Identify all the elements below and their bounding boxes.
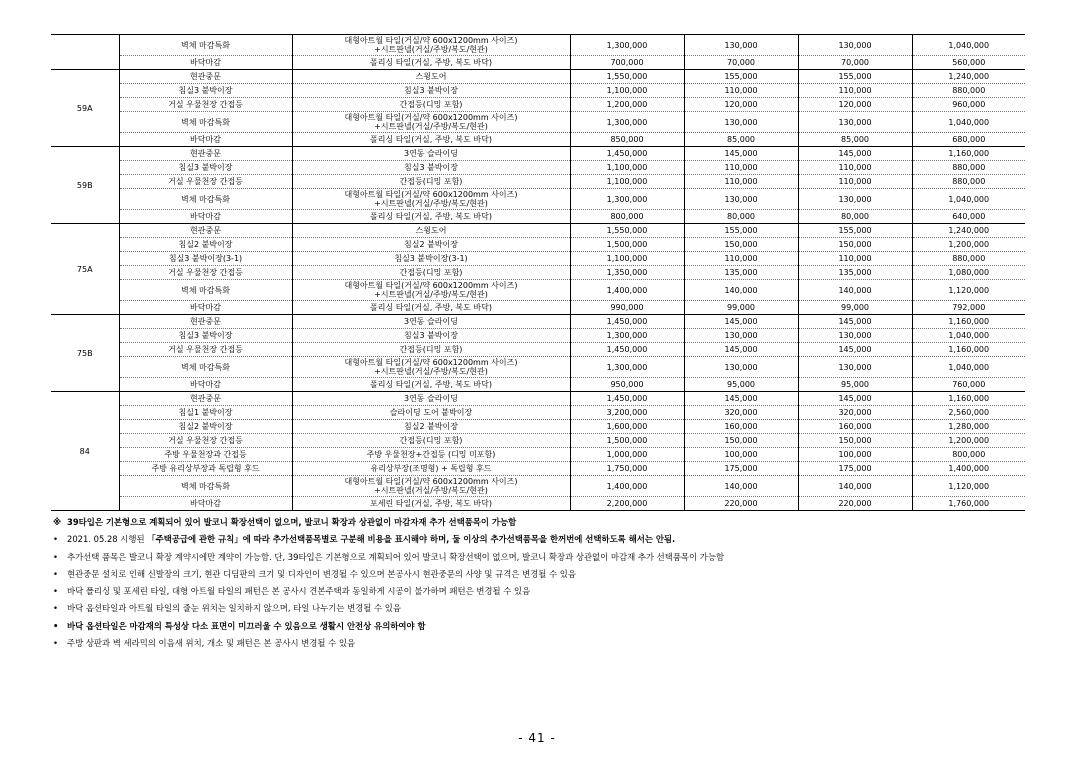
note-text: 주방 상판과 벽 세라믹의 이음새 위치, 개소 및 패턴은 본 공사시 변경될 수 있음 [67, 638, 356, 649]
spec-line: 대형아트월 타일(거실/약 600x1200mm 사이즈) [344, 358, 518, 367]
spec-cell [292, 357, 570, 378]
balance-price-cell: 880,000 [912, 84, 1025, 98]
balance-price-cell: 1,160,000 [912, 392, 1025, 406]
item-cell: 벽체 마감특화 [119, 189, 292, 210]
spec-cell [292, 70, 570, 84]
total-price-cell: 1,400,000 [570, 280, 684, 301]
total-price-cell: 1,450,000 [570, 343, 684, 357]
spec-cell [292, 266, 570, 280]
item-cell: 바닥마감 [119, 56, 292, 70]
table-row [51, 147, 1025, 161]
total-price-cell: 1,300,000 [570, 35, 684, 56]
note-grout [51, 600, 1025, 617]
middle-price-cell: 160,000 [798, 420, 912, 434]
table-row [51, 357, 1025, 378]
middle-price-cell: 130,000 [798, 329, 912, 343]
contract-price-cell: 95,000 [684, 378, 798, 392]
contract-price-cell: 110,000 [684, 252, 798, 266]
middle-price-cell: 95,000 [798, 378, 912, 392]
contract-price-cell: 110,000 [684, 161, 798, 175]
total-price-cell: 1,100,000 [570, 84, 684, 98]
table-row [51, 280, 1025, 301]
item-cell: 현관중문 [119, 392, 292, 406]
item-cell: 침실3 붙박이장 [119, 84, 292, 98]
middle-price-cell: 130,000 [798, 357, 912, 378]
note-contract [51, 549, 1025, 566]
balance-price-cell: 640,000 [912, 210, 1025, 224]
contract-price-cell: 145,000 [684, 315, 798, 329]
middle-price-cell: 145,000 [798, 147, 912, 161]
middle-price-cell: 85,000 [798, 133, 912, 147]
balance-price-cell: 1,040,000 [912, 357, 1025, 378]
note-39-type [51, 514, 1025, 531]
spec-line: 대형아트월 타일(거실/약 600x1200mm 사이즈) [344, 36, 518, 45]
spec-line: 슬라이딩 도어 붙박이장 [389, 408, 473, 417]
spec-cell [292, 406, 570, 420]
item-cell: 침실3 붙박이장(3-1) [119, 252, 292, 266]
middle-price-cell: 320,000 [798, 406, 912, 420]
total-price-cell: 3,200,000 [570, 406, 684, 420]
option-price-table-body [51, 35, 1025, 511]
contract-price-cell: 110,000 [684, 84, 798, 98]
spec-line: 3연동 슬라이딩 [403, 394, 458, 403]
item-cell: 거실 우물천장 간접등 [119, 98, 292, 112]
balance-price-cell: 880,000 [912, 252, 1025, 266]
table-row [51, 84, 1025, 98]
item-cell: 거실 우물천장 간접등 [119, 266, 292, 280]
total-price-cell: 990,000 [570, 301, 684, 315]
balance-price-cell: 1,240,000 [912, 224, 1025, 238]
middle-price-cell: 155,000 [798, 70, 912, 84]
spec-line: +시트판넬(거실/주방/복도/현관) [374, 367, 488, 376]
middle-price-cell: 110,000 [798, 84, 912, 98]
spec-line: 침실3 붙박이장 [403, 331, 458, 340]
table-row [51, 343, 1025, 357]
contract-price-cell: 155,000 [684, 70, 798, 84]
spec-cell [292, 497, 570, 511]
balance-price-cell: 1,160,000 [912, 343, 1025, 357]
item-cell: 침실3 붙박이장 [119, 161, 292, 175]
table-row [51, 378, 1025, 392]
table-row [51, 70, 1025, 84]
total-price-cell: 1,100,000 [570, 175, 684, 189]
contract-price-cell: 175,000 [684, 462, 798, 476]
spec-cell [292, 329, 570, 343]
note-text: 2021. 05.28 시행된 [67, 534, 148, 545]
table-row [51, 224, 1025, 238]
contract-price-cell: 130,000 [684, 357, 798, 378]
spec-cell [292, 133, 570, 147]
contract-price-cell: 140,000 [684, 476, 798, 497]
bullet: • [53, 568, 58, 579]
middle-price-cell: 100,000 [798, 448, 912, 462]
balance-price-cell: 800,000 [912, 448, 1025, 462]
total-price-cell: 1,000,000 [570, 448, 684, 462]
contract-price-cell: 130,000 [684, 189, 798, 210]
balance-price-cell: 960,000 [912, 98, 1025, 112]
spec-cell [292, 175, 570, 189]
middle-price-cell: 155,000 [798, 224, 912, 238]
item-cell: 벽체 마감특화 [119, 357, 292, 378]
total-price-cell: 1,300,000 [570, 329, 684, 343]
total-price-cell: 1,200,000 [570, 98, 684, 112]
table-row [51, 210, 1025, 224]
total-price-cell: 1,550,000 [570, 224, 684, 238]
contract-price-cell: 220,000 [684, 497, 798, 511]
spec-line: +시트판넬(거실/주방/복도/현관) [374, 45, 488, 54]
item-cell: 벽체 마감특화 [119, 476, 292, 497]
spec-line: 간접등(디밍 포함) [399, 268, 463, 277]
item-cell: 바닥마감 [119, 133, 292, 147]
total-price-cell: 1,300,000 [570, 189, 684, 210]
note-slippery [51, 618, 1025, 635]
balance-price-cell: 1,200,000 [912, 434, 1025, 448]
total-price-cell: 800,000 [570, 210, 684, 224]
item-cell: 벽체 마감특화 [119, 35, 292, 56]
note-mark: ※ [53, 517, 62, 527]
spec-cell [292, 84, 570, 98]
item-cell: 현관중문 [119, 315, 292, 329]
spec-line: 3연동 슬라이딩 [403, 149, 458, 158]
balance-price-cell: 880,000 [912, 175, 1025, 189]
table-row [51, 315, 1025, 329]
note-entrance-door [51, 566, 1025, 583]
option-price-table [51, 34, 1025, 511]
unit-type-cell [51, 35, 119, 70]
middle-price-cell: 140,000 [798, 476, 912, 497]
item-cell: 벽체 마감특화 [119, 112, 292, 133]
spec-line: 대형아트월 타일(거실/약 600x1200mm 사이즈) [344, 281, 518, 290]
note-text: 바닥 폴리싱 및 포세린 타일, 대형 아트월 타일의 패턴은 본 공사시 견본주택과 동일하게 시공이 불가하며 패턴은 변경될 수 있음 [67, 586, 531, 597]
spec-line: +시트판넬(거실/주방/복도/현관) [374, 199, 488, 208]
item-cell: 침실2 붙박이장 [119, 238, 292, 252]
bullet: • [53, 586, 58, 597]
total-price-cell: 1,300,000 [570, 357, 684, 378]
note-text: 바닥 옵션타일과 아트월 타일의 줄눈 위치는 일치하지 않으며, 타일 나누기는 변경될 수 있음 [67, 603, 401, 614]
total-price-cell: 700,000 [570, 56, 684, 70]
table-row [51, 189, 1025, 210]
total-price-cell: 1,400,000 [570, 476, 684, 497]
middle-price-cell: 175,000 [798, 462, 912, 476]
spec-cell [292, 392, 570, 406]
item-cell: 거실 우물천장 간접등 [119, 434, 292, 448]
notes [51, 514, 1025, 652]
total-price-cell: 1,500,000 [570, 434, 684, 448]
spec-line: 침실2 붙박이장 [403, 422, 458, 431]
spec-cell [292, 56, 570, 70]
table-row [51, 406, 1025, 420]
table-row [51, 266, 1025, 280]
middle-price-cell: 110,000 [798, 252, 912, 266]
middle-price-cell: 130,000 [798, 189, 912, 210]
contract-price-cell: 99,000 [684, 301, 798, 315]
spec-cell [292, 161, 570, 175]
table-row [51, 161, 1025, 175]
table-row [51, 301, 1025, 315]
spec-line: 포세린 타일(거실, 주방, 복도 바닥) [370, 499, 492, 508]
spec-cell [292, 252, 570, 266]
unit-type-cell: 84 [51, 392, 119, 511]
total-price-cell: 1,300,000 [570, 112, 684, 133]
spec-line: 침실3 붙박이장(3-1) [394, 254, 468, 263]
spec-line: 유리상부장(조명형) + 독립형 후드 [370, 464, 492, 473]
spec-cell [292, 112, 570, 133]
bullet: • [53, 603, 58, 614]
balance-price-cell: 1,040,000 [912, 189, 1025, 210]
middle-price-cell: 120,000 [798, 98, 912, 112]
table-row [51, 35, 1025, 56]
balance-price-cell: 1,040,000 [912, 35, 1025, 56]
table-row [51, 56, 1025, 70]
balance-price-cell: 1,040,000 [912, 112, 1025, 133]
note-text: 추가선택 품목은 발코니 확장 계약시에만 계약이 가능함. 단, 39타입은 기본형으로 계획되어 있어 발코니 확장선택이 없으며, 발코니 확장과 상관없이 마감재 추가 선택품목이 가능함 [67, 551, 725, 562]
spec-cell [292, 378, 570, 392]
item-cell: 거실 우물천장 간접등 [119, 175, 292, 189]
spec-line: 간접등(디밍 포함) [399, 177, 463, 186]
spec-cell [292, 224, 570, 238]
middle-price-cell: 145,000 [798, 343, 912, 357]
table-row [51, 329, 1025, 343]
unit-type-cell: 75B [51, 315, 119, 392]
middle-price-cell: 110,000 [798, 161, 912, 175]
note-text: 바닥 옵션타일은 마감재의 특성상 다소 표면이 미끄러울 수 있음으로 생활시 안전상 유의하여야 함 [67, 620, 426, 631]
middle-price-cell: 140,000 [798, 280, 912, 301]
bullet: • [53, 551, 58, 562]
total-price-cell: 1,450,000 [570, 392, 684, 406]
unit-type-cell: 59B [51, 147, 119, 224]
balance-price-cell: 1,160,000 [912, 147, 1025, 161]
spec-line: 폴리싱 타일(거실, 주방, 복도 바닥) [370, 303, 492, 312]
middle-price-cell: 130,000 [798, 35, 912, 56]
table-row [51, 133, 1025, 147]
total-price-cell: 1,450,000 [570, 147, 684, 161]
spec-cell [292, 210, 570, 224]
table-row [51, 252, 1025, 266]
balance-price-cell: 2,560,000 [912, 406, 1025, 420]
contract-price-cell: 320,000 [684, 406, 798, 420]
total-price-cell: 850,000 [570, 133, 684, 147]
note-kitchen [51, 635, 1025, 652]
spec-cell [292, 448, 570, 462]
contract-price-cell: 130,000 [684, 35, 798, 56]
balance-price-cell: 1,040,000 [912, 329, 1025, 343]
balance-price-cell: 792,000 [912, 301, 1025, 315]
balance-price-cell: 880,000 [912, 161, 1025, 175]
item-cell: 침실1 붙박이장 [119, 406, 292, 420]
spec-cell [292, 476, 570, 497]
item-cell: 현관중문 [119, 70, 292, 84]
middle-price-cell: 70,000 [798, 56, 912, 70]
spec-line: +시트판넬(거실/주방/복도/현관) [374, 290, 488, 299]
table-row [51, 98, 1025, 112]
item-cell: 벽체 마감특화 [119, 280, 292, 301]
spec-cell [292, 147, 570, 161]
total-price-cell: 1,100,000 [570, 252, 684, 266]
contract-price-cell: 130,000 [684, 329, 798, 343]
contract-price-cell: 145,000 [684, 343, 798, 357]
table-row [51, 392, 1025, 406]
balance-price-cell: 1,160,000 [912, 315, 1025, 329]
spec-cell [292, 420, 570, 434]
item-cell: 바닥마감 [119, 497, 292, 511]
spec-line: 스윙도어 [415, 72, 447, 81]
balance-price-cell: 1,400,000 [912, 462, 1025, 476]
spec-line: 대형아트월 타일(거실/약 600x1200mm 사이즈) [344, 113, 518, 122]
contract-price-cell: 130,000 [684, 112, 798, 133]
table-row [51, 476, 1025, 497]
spec-cell [292, 343, 570, 357]
middle-price-cell: 80,000 [798, 210, 912, 224]
total-price-cell: 950,000 [570, 378, 684, 392]
table-row [51, 462, 1025, 476]
spec-line: 폴리싱 타일(거실, 주방, 복도 바닥) [370, 58, 492, 67]
spec-line: 대형아트월 타일(거실/약 600x1200mm 사이즈) [344, 190, 518, 199]
middle-price-cell: 130,000 [798, 112, 912, 133]
spec-line: 폴리싱 타일(거실, 주방, 복도 바닥) [370, 380, 492, 389]
item-cell: 바닥마감 [119, 301, 292, 315]
balance-price-cell: 1,760,000 [912, 497, 1025, 511]
item-cell: 침실2 붙박이장 [119, 420, 292, 434]
spec-cell [292, 462, 570, 476]
contract-price-cell: 150,000 [684, 434, 798, 448]
contract-price-cell: 110,000 [684, 175, 798, 189]
spec-line: 폴리싱 타일(거실, 주방, 복도 바닥) [370, 212, 492, 221]
bullet: • [53, 620, 59, 631]
middle-price-cell: 145,000 [798, 392, 912, 406]
item-cell: 거실 우물천장 간접등 [119, 343, 292, 357]
middle-price-cell: 150,000 [798, 238, 912, 252]
table-row [51, 175, 1025, 189]
middle-price-cell: 150,000 [798, 434, 912, 448]
table-row [51, 112, 1025, 133]
contract-price-cell: 135,000 [684, 266, 798, 280]
item-cell: 현관중문 [119, 147, 292, 161]
balance-price-cell: 1,280,000 [912, 420, 1025, 434]
spec-cell [292, 189, 570, 210]
bullet: • [53, 534, 58, 545]
spec-cell [292, 301, 570, 315]
spec-cell [292, 434, 570, 448]
bullet: • [53, 638, 58, 649]
contract-price-cell: 70,000 [684, 56, 798, 70]
item-cell: 주방 유리상부장과 독립형 후드 [119, 462, 292, 476]
contract-price-cell: 145,000 [684, 392, 798, 406]
middle-price-cell: 135,000 [798, 266, 912, 280]
item-cell: 바닥마감 [119, 378, 292, 392]
contract-price-cell: 150,000 [684, 238, 798, 252]
spec-line: 침실3 붙박이장 [403, 86, 458, 95]
spec-line: 침실2 붙박이장 [403, 240, 458, 249]
spec-line: 간접등(디밍 포함) [399, 345, 463, 354]
item-cell: 주방 우물천장과 간접등 [119, 448, 292, 462]
note-text: 현관중문 설치로 인해 신발장의 크기, 현관 디딤판의 크기 및 디자인이 변경될 수 있으며 본공사시 현관중문의 사양 및 규격은 변경될 수 있음 [67, 568, 576, 579]
total-price-cell: 1,550,000 [570, 70, 684, 84]
spec-cell [292, 35, 570, 56]
balance-price-cell: 1,080,000 [912, 266, 1025, 280]
spec-line: 폴리싱 타일(거실, 주방, 복도 바닥) [370, 135, 492, 144]
balance-price-cell: 1,200,000 [912, 238, 1025, 252]
table-row [51, 434, 1025, 448]
balance-price-cell: 760,000 [912, 378, 1025, 392]
spec-line: 침실3 붙박이장 [403, 163, 458, 172]
contract-price-cell: 155,000 [684, 224, 798, 238]
middle-price-cell: 99,000 [798, 301, 912, 315]
contract-price-cell: 145,000 [684, 147, 798, 161]
item-cell: 침실3 붙박이장 [119, 329, 292, 343]
table-row [51, 448, 1025, 462]
spec-line: 간접등(디밍 포함) [399, 100, 463, 109]
total-price-cell: 1,100,000 [570, 161, 684, 175]
balance-price-cell: 680,000 [912, 133, 1025, 147]
total-price-cell: 1,600,000 [570, 420, 684, 434]
spec-line: 3연동 슬라이딩 [403, 317, 458, 326]
total-price-cell: 1,450,000 [570, 315, 684, 329]
note-rule [51, 531, 1025, 548]
total-price-cell: 2,200,000 [570, 497, 684, 511]
spec-line: +시트판넬(거실/주방/복도/현관) [374, 486, 488, 495]
middle-price-cell: 145,000 [798, 315, 912, 329]
table-row [51, 420, 1025, 434]
spec-line: 간접등(디밍 포함) [399, 436, 463, 445]
total-price-cell: 1,350,000 [570, 266, 684, 280]
note-emphasis: 「주택공급에 관한 규칙」에 따라 추가선택품목별로 구분해 비용을 표시해야 하며, 둘 이상의 추가선택품목을 한꺼번에 선택하도록 해서는 안됨. [147, 534, 676, 545]
table-row [51, 497, 1025, 511]
unit-type-cell: 75A [51, 224, 119, 315]
contract-price-cell: 140,000 [684, 280, 798, 301]
balance-price-cell: 1,120,000 [912, 476, 1025, 497]
contract-price-cell: 120,000 [684, 98, 798, 112]
contract-price-cell: 100,000 [684, 448, 798, 462]
contract-price-cell: 160,000 [684, 420, 798, 434]
spec-cell [292, 238, 570, 252]
total-price-cell: 1,500,000 [570, 238, 684, 252]
spec-cell [292, 280, 570, 301]
spec-cell [292, 315, 570, 329]
spec-line: 스윙도어 [415, 226, 447, 235]
price-sheet [51, 34, 1025, 652]
spec-line: 주방 우물천장+간접등 (디밍 미포함) [366, 450, 496, 459]
contract-price-cell: 80,000 [684, 210, 798, 224]
balance-price-cell: 560,000 [912, 56, 1025, 70]
middle-price-cell: 220,000 [798, 497, 912, 511]
unit-type-cell: 59A [51, 70, 119, 147]
balance-price-cell: 1,120,000 [912, 280, 1025, 301]
total-price-cell: 1,750,000 [570, 462, 684, 476]
spec-line: 대형아트월 타일(거실/약 600x1200mm 사이즈) [344, 477, 518, 486]
page-number: - 41 - [518, 731, 556, 745]
contract-price-cell: 85,000 [684, 133, 798, 147]
note-text: 39타입은 기본형으로 계획되어 있어 발코니 확장선택이 없으며, 발코니 확장과 상관없이 마감자재 추가 선택품목이 가능함 [67, 517, 517, 527]
spec-line: +시트판넬(거실/주방/복도/현관) [374, 122, 488, 131]
note-tile-pattern [51, 583, 1025, 600]
item-cell: 현관중문 [119, 224, 292, 238]
item-cell: 바닥마감 [119, 210, 292, 224]
spec-cell [292, 98, 570, 112]
balance-price-cell: 1,240,000 [912, 70, 1025, 84]
middle-price-cell: 110,000 [798, 175, 912, 189]
table-row [51, 238, 1025, 252]
